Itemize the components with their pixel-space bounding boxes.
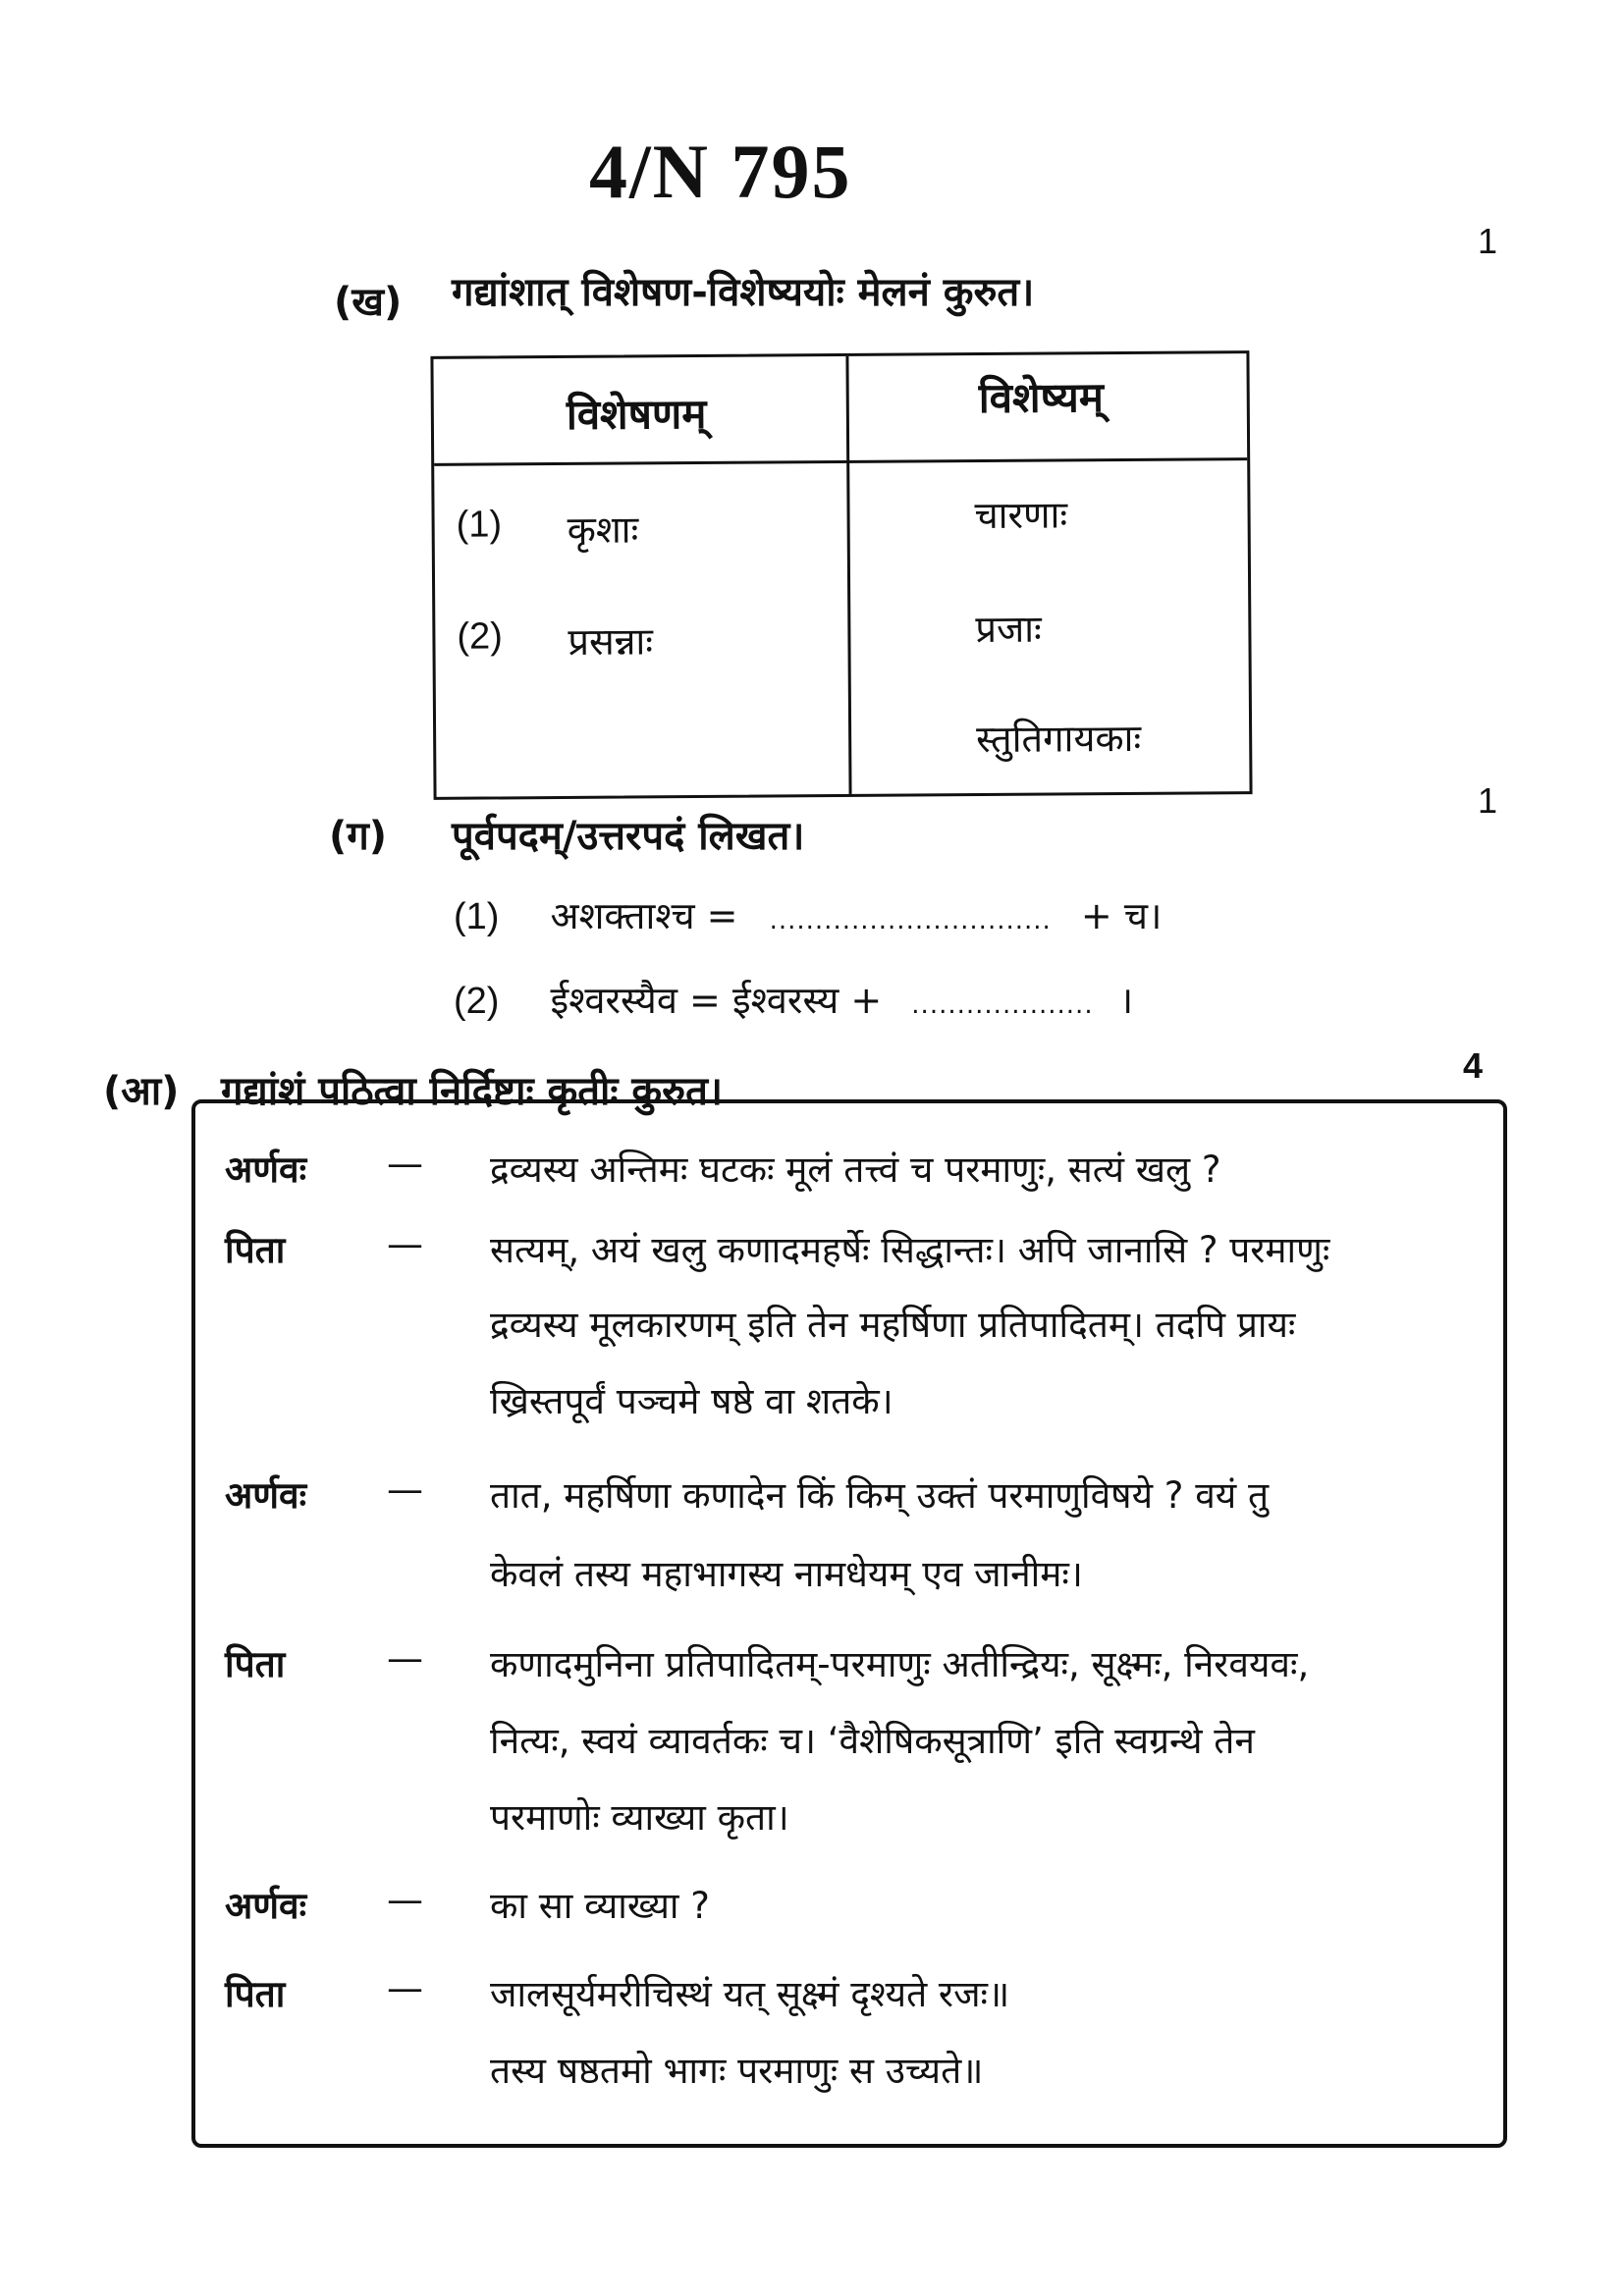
dash: — — [387, 1879, 423, 1921]
marks-aa: 4 — [1463, 1045, 1484, 1086]
dialogue-line: द्रव्यस्य मूलकारणम् इति तेन महर्षिणा प्रतिपादितम्। तदपि प्रायः — [490, 1304, 1296, 1346]
label-kha: (ख) — [334, 280, 403, 325]
dash: — — [387, 1223, 423, 1265]
col-header-visheshanam: विशेषणम् — [566, 389, 707, 439]
marks-ga: 1 — [1478, 780, 1498, 821]
dialogue-line: द्रव्यस्य अन्तिमः घटकः मूलं तत्त्वं च परमाणुः, सत्यं खलु ? — [490, 1148, 1221, 1191]
paper-code: 4/N 795 — [589, 129, 852, 214]
dialogue-line: नित्यः, स्वयं व्यावर्तकः च। ‘वैशेषिकसूत्राणि’ इति स्वग्रन्थे तेन — [490, 1720, 1255, 1762]
right-item: प्रजाः — [975, 607, 1042, 652]
answer-blank[interactable]: .................... — [911, 990, 1094, 1020]
speaker: पिता — [225, 1973, 286, 2015]
item-text: ईश्वरस्यैव = ईश्वरस्य + — [550, 979, 883, 1022]
match-table — [430, 350, 1252, 800]
item-text: अशक्ताश्च = — [550, 894, 738, 937]
dialogue-line: ख्रिस्तपूर्वं पञ्चमे षष्ठे वा शतके। — [490, 1380, 893, 1422]
passage-box — [191, 1099, 1507, 2148]
left-item-word: प्रसन्नाः — [568, 619, 654, 664]
dialogue-line: कणादमुनिना प्रतिपादितम्-परमाणुः अतीन्द्रियः, सूक्ष्मः, निरवयवः, — [490, 1643, 1310, 1685]
left-item-num: (2) — [457, 615, 504, 658]
item-num: (1) — [454, 896, 500, 937]
dialogue-line: केवलं तस्य महाभागस्य नामधेयम् एव जानीमः। — [490, 1553, 1083, 1595]
label-aa: (आ) — [103, 1069, 180, 1114]
left-item-word: कृशाः — [567, 507, 639, 552]
dash: — — [387, 1468, 423, 1511]
item-tail: । — [1118, 979, 1134, 1022]
right-item: चारणाः — [974, 493, 1068, 538]
dialogue-line: परमाणोः व्याख्या कृता। — [490, 1796, 789, 1839]
dialogue-line: सत्यम्, अयं खलु कणादमहर्षेः सिद्धान्तः। अपि जानासि ? परमाणुः — [490, 1229, 1330, 1271]
speaker: अर्णवः — [225, 1474, 307, 1517]
answer-blank[interactable]: ............................... — [769, 906, 1052, 935]
dialogue-line: जालसूर्यमरीचिस्थं यत् सूक्ष्मं दृश्यते रजः॥ — [490, 1973, 1010, 2015]
right-item: स्तुतिगायकाः — [976, 716, 1142, 762]
instruction-aa: गद्यांशं पठित्वा निर्दिष्टाः कृतीः कुरुत। — [221, 1069, 724, 1114]
dialogue-line: तात, महर्षिणा कणादेन किं किम् उक्तं परमाणुविषये ? वयं तु — [490, 1474, 1270, 1517]
instruction-kha: गद्यांशात् विशेषण-विशेष्ययोः मेलनं कुरुत। — [452, 270, 1035, 315]
dash: — — [387, 1967, 423, 2009]
table-column-divider — [845, 356, 851, 794]
marks-kha: 1 — [1478, 221, 1498, 261]
table-header-divider — [434, 457, 1247, 466]
item-tail: + च। — [1080, 894, 1163, 937]
col-header-visheshyam: विशेष्यम् — [978, 373, 1105, 423]
speaker: अर्णवः — [225, 1148, 307, 1191]
ga-item-1 — [454, 889, 1162, 940]
dialogue-line: का सा व्याख्या ? — [490, 1885, 710, 1927]
label-ga: (ग) — [329, 814, 388, 859]
speaker: पिता — [225, 1643, 286, 1685]
dash: — — [387, 1143, 423, 1185]
speaker: अर्णवः — [225, 1885, 307, 1927]
instruction-ga: पूर्वपदम्/उत्तरपदं लिखत। — [452, 814, 805, 859]
speaker: पिता — [225, 1229, 286, 1271]
dialogue-line: तस्य षष्ठतमो भागः परमाणुः स उच्यते॥ — [490, 2050, 984, 2092]
left-item-num: (1) — [456, 504, 503, 546]
item-num: (2) — [454, 981, 500, 1022]
dash: — — [387, 1637, 423, 1680]
ga-item-2 — [454, 974, 1133, 1025]
